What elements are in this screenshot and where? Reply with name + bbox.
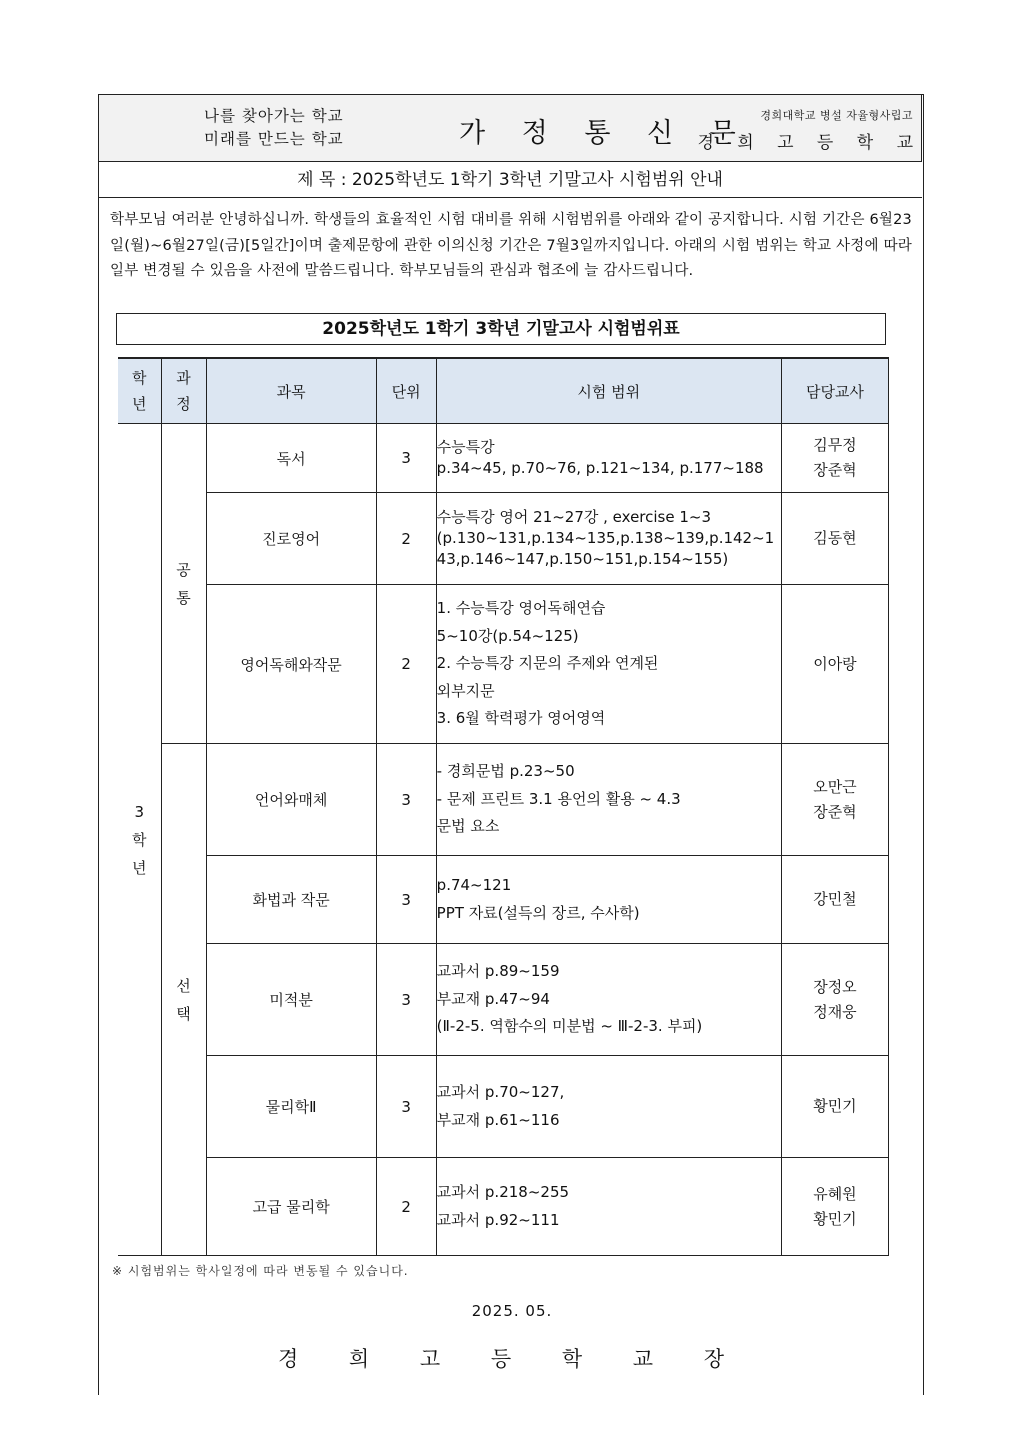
header-grade-char: 년 bbox=[132, 395, 147, 413]
table-row bbox=[118, 1056, 889, 1158]
principal-signature: 경 희 고 등 학 교 장 bbox=[277, 1347, 747, 1371]
header-teacher: 담당교사 bbox=[781, 358, 888, 424]
range-cell bbox=[436, 744, 781, 856]
slogan-line-1: 나를 찾아가는 학교 bbox=[204, 107, 344, 125]
range-line: 교과서 p.70~127, bbox=[436, 1083, 565, 1101]
teacher-name: 장정오 bbox=[813, 977, 857, 996]
header-course-char: 정 bbox=[176, 395, 191, 413]
range-cell bbox=[436, 1056, 781, 1158]
document-subject: 제 목 : 2025학년도 1학기 3학년 기말고사 시험범위 안내 bbox=[98, 162, 922, 198]
subject-cell: 진로영어 bbox=[206, 493, 376, 585]
range-line: 수능특강 bbox=[436, 438, 495, 456]
subject-cell: 영어독해와작문 bbox=[206, 585, 376, 744]
teacher-cell bbox=[781, 1056, 888, 1158]
range-line: (Ⅱ-2-5. 역함수의 미분법 ~ Ⅲ-2-3. 부피) bbox=[436, 1017, 703, 1036]
range-cell bbox=[436, 944, 781, 1056]
newsletter-title: 가 정 통 신 문 bbox=[459, 118, 750, 149]
teacher-name: 황민기 bbox=[813, 1209, 857, 1228]
unit-cell: 3 bbox=[376, 424, 436, 493]
teacher-cell bbox=[781, 944, 888, 1056]
subject-cell: 미적분 bbox=[206, 944, 376, 1056]
header-grade bbox=[118, 358, 161, 424]
teacher-cell bbox=[781, 424, 888, 493]
grade-char: 학 bbox=[132, 830, 147, 849]
teacher-cell bbox=[781, 744, 888, 856]
intro-paragraph: 학부모님 여러분 안녕하십니까. 학생들의 효율적인 시험 대비를 위해 시험범위를 아래와 같이 공지합니다. 시험 기간은 6월23일(월)~6월27일(금)[5일간]이며 출제문항에 관한 이의신청 기간은 7월3일까지입니다. 아래의 시험 범위는 학교 사정에 따라 일부 변경될 수 있음을 사전에 말씀드립니다. 학부모님들의 관심과 협조에 늘 감사드립니다. bbox=[110, 212, 912, 279]
range-line: - 문제 프린트 3.1 용언의 활용 ~ 4.3 bbox=[436, 789, 681, 808]
range-line: 교과서 p.92~111 bbox=[436, 1210, 560, 1229]
table-row bbox=[118, 744, 889, 856]
range-cell bbox=[436, 493, 781, 585]
range-line: (p.130~131,p.134~135,p.138~139,p.142~1 bbox=[436, 529, 775, 547]
table-row bbox=[118, 424, 889, 493]
table-row bbox=[118, 944, 889, 1056]
issue-date: 2025. 05. bbox=[471, 1302, 553, 1320]
range-cell bbox=[436, 856, 781, 944]
range-cell bbox=[436, 585, 781, 744]
course-elective-cell bbox=[161, 744, 206, 1256]
grade-char: 년 bbox=[132, 858, 147, 877]
header-course-char: 과 bbox=[176, 369, 191, 387]
teacher-name: 이아랑 bbox=[813, 654, 857, 673]
subject-cell: 독서 bbox=[206, 424, 376, 493]
teacher-name: 장준혁 bbox=[813, 802, 857, 821]
unit-cell: 2 bbox=[376, 493, 436, 585]
unit-cell: 2 bbox=[376, 1158, 436, 1256]
range-cell bbox=[436, 1158, 781, 1256]
teacher-name: 오만근 bbox=[813, 777, 857, 796]
school-info bbox=[697, 107, 922, 153]
range-line: 부교재 p.61~116 bbox=[436, 1110, 560, 1129]
range-line: 43,p.146~147,p.150~151,p.154~155) bbox=[436, 550, 729, 568]
teacher-name: 김무정 bbox=[813, 436, 857, 454]
range-line: 문법 요소 bbox=[436, 817, 500, 836]
grade-char: 3 bbox=[134, 802, 145, 821]
teacher-cell bbox=[781, 493, 888, 585]
teacher-name: 황민기 bbox=[813, 1097, 857, 1115]
header-subject: 과목 bbox=[206, 358, 376, 424]
unit-cell: 3 bbox=[376, 1056, 436, 1158]
unit-cell: 3 bbox=[376, 944, 436, 1056]
exam-range-table bbox=[118, 357, 889, 1256]
range-line: 1. 수능특강 영어독해연습 bbox=[436, 599, 606, 618]
school-name: 경 희 고 등 학 교 bbox=[697, 133, 922, 153]
range-line: 교과서 p.89~159 bbox=[436, 962, 560, 981]
range-line: 부교재 p.47~94 bbox=[436, 989, 550, 1008]
table-title: 2025학년도 1학기 3학년 기말고사 시험범위표 bbox=[116, 313, 886, 345]
header-grade-char: 학 bbox=[132, 369, 147, 387]
grade-cell bbox=[118, 424, 161, 1256]
course-char: 선 bbox=[176, 976, 191, 995]
range-line: p.74~121 bbox=[436, 876, 512, 894]
unit-cell: 3 bbox=[376, 744, 436, 856]
header-unit: 단위 bbox=[376, 358, 436, 424]
table-header-row bbox=[118, 358, 889, 424]
range-line: 외부지문 bbox=[436, 681, 495, 700]
slogan-line-2: 미래를 만드는 학교 bbox=[204, 130, 344, 148]
range-line: PPT 자료(설득의 장르, 수사학) bbox=[436, 903, 640, 922]
range-line: - 경희문법 p.23~50 bbox=[436, 762, 575, 781]
table-row bbox=[118, 1158, 889, 1256]
teacher-name: 정재웅 bbox=[813, 1002, 857, 1021]
course-char: 공 bbox=[176, 560, 191, 579]
unit-cell: 2 bbox=[376, 585, 436, 744]
course-char: 택 bbox=[176, 1004, 191, 1023]
footnote: ※ 시험범위는 학사일정에 따라 변동될 수 있습니다. bbox=[112, 1264, 409, 1278]
school-subtitle: 경희대학교 병설 자율형사립고 bbox=[760, 109, 913, 122]
teacher-name: 김동현 bbox=[813, 529, 857, 547]
subject-cell: 고급 물리학 bbox=[206, 1158, 376, 1256]
course-common-cell bbox=[161, 424, 206, 744]
header-course bbox=[161, 358, 206, 424]
table-row bbox=[118, 585, 889, 744]
teacher-cell bbox=[781, 1158, 888, 1256]
subject-cell: 화법과 작문 bbox=[206, 856, 376, 944]
header-range: 시험 범위 bbox=[436, 358, 781, 424]
table-row bbox=[118, 856, 889, 944]
range-line: 수능특강 영어 21~27강 , exercise 1~3 bbox=[436, 508, 712, 526]
subject-cell: 언어와매체 bbox=[206, 744, 376, 856]
subject-cell: 물리학Ⅱ bbox=[206, 1056, 376, 1158]
teacher-name: 장준혁 bbox=[813, 461, 857, 479]
teacher-cell bbox=[781, 856, 888, 944]
range-line: 5~10강(p.54~125) bbox=[436, 626, 579, 645]
range-line: 교과서 p.218~255 bbox=[436, 1183, 570, 1201]
table-row bbox=[118, 493, 889, 585]
course-char: 통 bbox=[176, 588, 191, 607]
school-slogan bbox=[204, 105, 344, 151]
teacher-name: 강민철 bbox=[813, 890, 857, 908]
newsletter-header bbox=[98, 94, 922, 162]
unit-cell: 3 bbox=[376, 856, 436, 944]
range-line: 2. 수능특강 지문의 주제와 연계된 bbox=[436, 654, 659, 673]
teacher-name: 유혜원 bbox=[813, 1184, 857, 1203]
teacher-cell bbox=[781, 585, 888, 744]
range-line: 3. 6월 학력평가 영어영역 bbox=[436, 709, 606, 728]
range-line: p.34~45, p.70~76, p.121~134, p.177~188 bbox=[436, 459, 764, 477]
range-cell bbox=[436, 424, 781, 493]
